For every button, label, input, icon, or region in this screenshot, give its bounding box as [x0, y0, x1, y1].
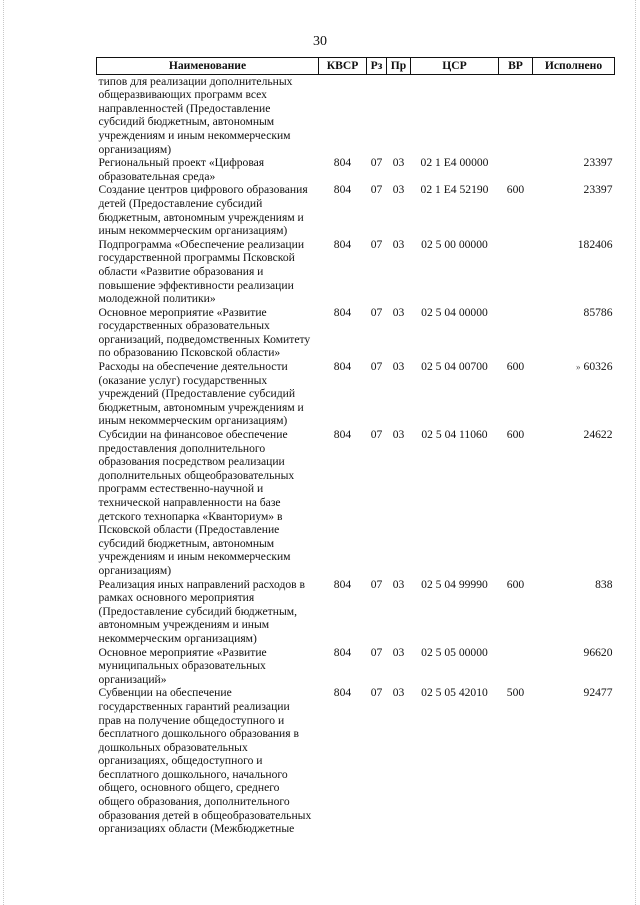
row-csr: 02 5 05 00000 [421, 645, 488, 659]
header-kvsr: КВСР [319, 58, 367, 75]
row-rz: 07 [370, 360, 383, 374]
row-sum: 60326 [583, 360, 613, 374]
row-rz: 07 [370, 645, 383, 659]
row-name-line: организациях области (Межбюджетные [98, 822, 295, 836]
table-row [97, 686, 615, 836]
row-name-line: типов для реализации дополнительных [98, 74, 293, 88]
row-sum: 23397 [583, 156, 613, 170]
row-kvsr: 804 [333, 237, 352, 251]
row-sum-cell [533, 646, 615, 687]
row-name [97, 183, 319, 237]
row-name-line: детского технопарка «Кванториум» в [98, 509, 283, 523]
row-name-line: общеразвивающих программ всех [98, 88, 267, 102]
row-sum-cell [533, 306, 615, 360]
row-csr: 02 5 05 42010 [421, 686, 488, 700]
row-name-line: Создание центров цифрового образования [98, 183, 308, 197]
row-kvsr: 804 [333, 183, 352, 197]
row-vr [499, 646, 533, 687]
row-name-line: Основное мероприятие «Развитие [98, 305, 267, 319]
row-pr: 03 [392, 237, 405, 251]
row-rz: 07 [370, 686, 383, 700]
table-row [97, 360, 615, 428]
header-row [97, 58, 615, 75]
row-kvsr: 804 [333, 305, 352, 319]
row-name-line: Расходы на обеспечение деятельности [98, 360, 288, 374]
row-name-line: организаций» [98, 672, 167, 686]
budget-table [96, 57, 615, 836]
row-pr: 03 [392, 183, 405, 197]
row-csr: 02 5 04 11060 [421, 428, 488, 442]
table-row [97, 238, 615, 306]
row-name-line: организациям) [98, 563, 172, 577]
row-pr [387, 74, 411, 156]
row-name-line: рамках основного мероприятия [98, 591, 255, 605]
row-name-line: Основное мероприятие «Развитие [98, 645, 267, 659]
header-rz: Рз [367, 58, 387, 75]
row-vr: 600 [506, 428, 525, 442]
row-name-line: учреждений (Предоставление субсидий [98, 387, 296, 401]
row-name-line: образовательная среда» [98, 169, 216, 183]
row-name-line: детей (Предоставление субсидий [98, 196, 263, 210]
row-name-line: Региональный проект «Цифровая [98, 156, 265, 170]
row-name-line: направленностей (Предоставление [98, 101, 271, 115]
row-vr [499, 156, 533, 183]
row-csr: 02 5 04 00700 [421, 360, 488, 374]
header-vr: ВР [499, 58, 533, 75]
row-name-line: образования детей в общеобразовательных [98, 808, 312, 822]
row-kvsr: 804 [333, 156, 352, 170]
row-name [97, 578, 319, 646]
table-body [97, 74, 615, 836]
table-row [97, 646, 615, 687]
row-vr [499, 306, 533, 360]
row-sum: 92477 [583, 686, 613, 700]
row-kvsr: 804 [333, 686, 352, 700]
row-name-line: технической направленности на базе [98, 496, 281, 509]
row-name-line: по образованию Псковской области» [98, 346, 281, 360]
row-pr: 03 [392, 686, 405, 700]
row-name [97, 306, 319, 360]
row-rz: 07 [370, 577, 383, 591]
table-header [97, 58, 615, 75]
row-name-line: дошкольных образовательных [98, 740, 248, 754]
row-pr: 03 [392, 645, 405, 659]
row-vr [499, 238, 533, 306]
row-csr [411, 74, 499, 156]
scan-mark: » [576, 362, 581, 373]
row-csr: 02 5 04 99990 [421, 577, 488, 591]
row-name-line: (оказание услуг) государственных [98, 373, 268, 387]
row-sum: 24622 [583, 428, 613, 442]
row-name-line: государственных гарантий реализации [98, 699, 290, 713]
row-name-line: организациям) [98, 142, 172, 156]
row-name-line: прав на получение общедоступного и [98, 713, 285, 727]
row-sum-cell [533, 238, 615, 306]
row-kvsr [319, 74, 367, 156]
table-row [97, 306, 615, 360]
row-vr: 500 [506, 686, 525, 700]
row-rz: 07 [370, 305, 383, 319]
row-name-line: автономным учреждениям и иным [98, 618, 270, 632]
row-sum-cell [533, 428, 615, 578]
row-vr: 600 [506, 183, 525, 197]
row-sum-cell [533, 74, 615, 156]
row-name-line: (Предоставление субсидий бюджетным, [98, 604, 297, 618]
row-sum-cell [533, 183, 615, 237]
table-row [97, 183, 615, 237]
row-name-line: повышение эффективности реализации [98, 278, 294, 292]
row-sum: 182406 [577, 237, 613, 251]
page-number: 30 [313, 34, 327, 49]
row-name [97, 686, 319, 836]
row-name-line: субсидий бюджетным, автономным [98, 536, 275, 550]
row-sum: 23397 [583, 183, 613, 197]
row-rz: 07 [370, 183, 383, 197]
row-pr: 03 [392, 360, 405, 374]
row-csr: 02 5 00 00000 [421, 237, 488, 251]
row-name-line: программ естественно-научной и [98, 482, 264, 496]
row-name-line: общего образования, дополнительного [98, 795, 290, 809]
row-vr: 600 [506, 360, 525, 374]
row-pr: 03 [392, 156, 405, 170]
row-sum: 96620 [583, 645, 613, 659]
row-name-line: бесплатного дошкольного, начального [98, 767, 288, 781]
row-name-line: государственных образовательных [98, 319, 270, 333]
row-vr [499, 74, 533, 156]
row-name-line: общего, основного общего, среднего [98, 781, 280, 795]
row-sum-cell [533, 578, 615, 646]
scan-edge-left [3, 0, 5, 905]
row-name-line: учреждениям и иным некоммерческим [98, 128, 291, 142]
row-name [97, 360, 319, 428]
row-csr: 02 1 E4 52190 [420, 183, 489, 197]
row-name [97, 428, 319, 578]
row-name-line: некоммерческим организациям) [98, 631, 257, 645]
row-name-line: области «Развитие образования и [98, 264, 264, 278]
row-kvsr: 804 [333, 360, 352, 374]
table-row [97, 428, 615, 578]
row-rz: 07 [370, 237, 383, 251]
header-pr: Пр [387, 58, 411, 75]
row-rz [367, 74, 387, 156]
row-name-line: иным некоммерческим организациям) [98, 414, 288, 428]
row-sum: 838 [595, 577, 613, 591]
row-name [97, 238, 319, 306]
row-name-line: организациях, общедоступного и [98, 754, 263, 768]
row-name-line: дополнительных общеобразовательных [98, 468, 295, 482]
table-row [97, 74, 615, 156]
row-name [97, 646, 319, 687]
row-name-line: молодежной политики» [98, 292, 216, 306]
row-sum: 85786 [583, 305, 613, 319]
row-name-line: Реализация иных направлений расходов в [98, 577, 305, 591]
scan-edge-right [635, 0, 637, 905]
row-name-line: бюджетным, автономным учреждениям и [98, 210, 304, 224]
row-name-line: бюджетным, автономным учреждениям и [98, 400, 304, 414]
row-name-line: бесплатного дошкольного образования в [98, 727, 299, 741]
row-name [97, 156, 319, 183]
row-pr: 03 [392, 428, 405, 442]
header-csr: ЦСР [411, 58, 499, 75]
row-name-line: предоставления дополнительного [98, 441, 266, 455]
row-vr: 600 [506, 577, 525, 591]
row-sum-cell [533, 360, 615, 428]
row-csr: 02 1 E4 00000 [420, 156, 489, 170]
table-row [97, 156, 615, 183]
table-row [97, 578, 615, 646]
row-kvsr: 804 [333, 577, 352, 591]
row-kvsr: 804 [333, 428, 352, 442]
row-name-line: субсидий бюджетным, автономным [98, 115, 275, 129]
row-csr: 02 5 04 00000 [421, 305, 488, 319]
row-sum-cell [533, 686, 615, 836]
row-kvsr: 804 [333, 645, 352, 659]
row-rz: 07 [370, 156, 383, 170]
row-pr: 03 [392, 577, 405, 591]
row-name-line: организаций, подведомственных Комитету [98, 332, 311, 346]
row-rz: 07 [370, 428, 383, 442]
row-name-line: Псковской области (Предоставление [98, 523, 280, 537]
row-name-line: иным некоммерческим организациям) [98, 224, 288, 238]
row-name-line: учреждениям и иным некоммерческим [98, 550, 291, 564]
header-sum: Исполнено [533, 58, 615, 75]
row-pr: 03 [392, 305, 405, 319]
row-name-line: Подпрограмма «Обеспечение реализации [98, 237, 305, 251]
header-name: Наименование [97, 58, 319, 75]
row-name-line: Субсидии на финансовое обеспечение [98, 428, 288, 442]
row-name [97, 74, 319, 156]
row-sum-cell [533, 156, 615, 183]
row-name-line: муниципальных образовательных [98, 659, 266, 673]
row-name-line: Субвенции на обеспечение [98, 686, 232, 700]
row-name-line: государственной программы Псковской [98, 251, 295, 265]
row-name-line: образования посредством реализации [98, 455, 285, 469]
